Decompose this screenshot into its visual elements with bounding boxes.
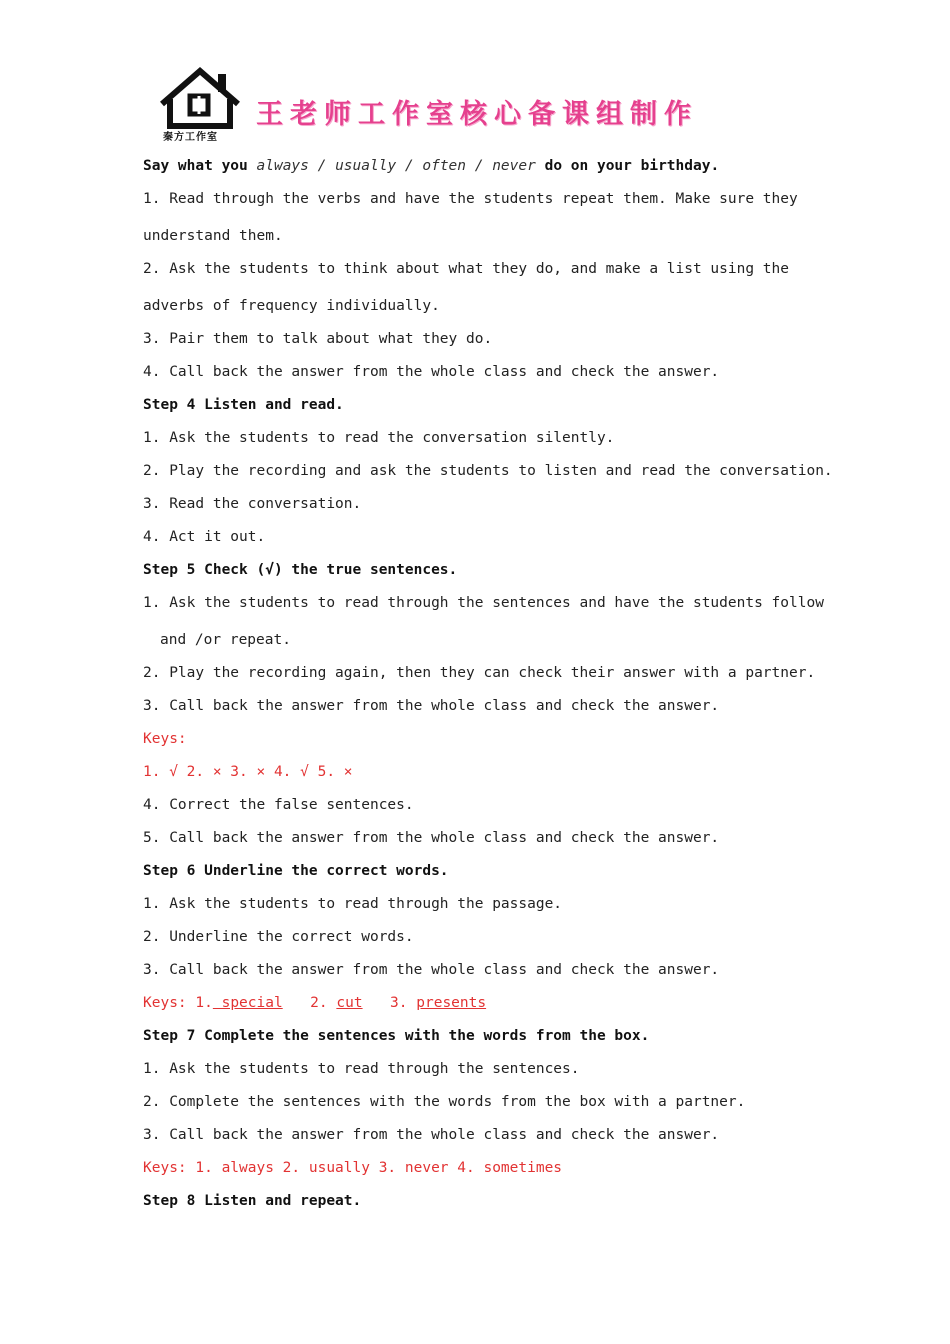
- step6-key1-num: 1.: [195, 995, 213, 1011]
- intro-item-1-line-2: understand them.: [143, 228, 283, 244]
- step5-item-5: 5. Call back the answer from the whole class and check the answer.: [143, 830, 720, 846]
- step4-item-4: 4. Act it out.: [143, 529, 266, 545]
- step6-item-2: 2. Underline the correct words.: [143, 929, 414, 945]
- step5-item-2: 2. Play the recording again, then they can check their answer with a partner.: [143, 665, 816, 681]
- intro-heading-suffix: do on your birthday.: [544, 158, 720, 174]
- step8-heading: Step 8 Listen and repeat.: [143, 1193, 362, 1209]
- step4-item-1: 1. Ask the students to read the conversation silently.: [143, 430, 615, 446]
- step4-item-3: 3. Read the conversation.: [143, 496, 362, 512]
- step6-item-1: 1. Ask the students to read through the passage.: [143, 896, 563, 912]
- step7-item-3: 3. Call back the answer from the whole class and check the answer.: [143, 1127, 720, 1143]
- step7-item-1: 1. Ask the students to read through the sentences.: [143, 1061, 580, 1077]
- step6-key3-word: presents: [416, 995, 487, 1011]
- step6-key2-word: cut: [336, 995, 363, 1011]
- step5-item-4: 4. Correct the false sentences.: [143, 797, 414, 813]
- intro-heading-prefix: Say what you: [143, 158, 248, 174]
- step7-keys: Keys: 1. always 2. usually 3. never 4. sometimes: [143, 1160, 563, 1176]
- step7-item-2: 2. Complete the sentences with the words from the box with a partner.: [143, 1094, 746, 1110]
- step4-heading: Step 4 Listen and read.: [143, 397, 344, 413]
- step5-item-1-line-1: 1. Ask the students to read through the sentences and have the students follow: [143, 595, 824, 611]
- step5-keys-label: Keys:: [143, 731, 187, 747]
- intro-heading: [143, 154, 813, 187]
- header-banner: 王老师工作室核心备课组制作: [256, 99, 698, 130]
- step6-keys-label: Keys:: [143, 995, 187, 1011]
- intro-item-3: 3. Pair them to talk about what they do.: [143, 331, 493, 347]
- step6-heading: Step 6 Underline the correct words.: [143, 863, 449, 879]
- step6-item-3: 3. Call back the answer from the whole class and check the answer.: [143, 962, 720, 978]
- step6-keys: [143, 991, 813, 1024]
- step6-key1-word: special: [212, 995, 283, 1011]
- intro-item-1-line-1: 1. Read through the verbs and have the students repeat them. Make sure they: [143, 191, 798, 207]
- intro-item-2-line-1: 2. Ask the students to think about what they do, and make a list using the: [143, 261, 790, 277]
- page-header: [156, 66, 806, 146]
- step6-key2-num: 2.: [310, 995, 328, 1011]
- step5-heading: Step 5 Check (√) the true sentences.: [143, 562, 458, 578]
- step5-keys-values: 1. √ 2. × 3. × 4. √ 5. ×: [143, 764, 353, 780]
- intro-item-4: 4. Call back the answer from the whole class and check the answer.: [143, 364, 720, 380]
- intro-heading-adverbs: always / usually / often / never: [256, 158, 536, 174]
- logo-caption: 秦方工作室: [163, 132, 218, 143]
- intro-item-2-line-2: adverbs of frequency individually.: [143, 298, 440, 314]
- step5-item-3: 3. Call back the answer from the whole class and check the answer.: [143, 698, 720, 714]
- step5-item-1-line-2: and /or repeat.: [160, 632, 291, 648]
- lesson-content: [143, 154, 833, 1222]
- step7-heading: Step 7 Complete the sentences with the words from the box.: [143, 1028, 650, 1044]
- step4-item-2: 2. Play the recording and ask the students to listen and read the conversation.: [143, 463, 833, 479]
- step6-key3-num: 3.: [390, 995, 408, 1011]
